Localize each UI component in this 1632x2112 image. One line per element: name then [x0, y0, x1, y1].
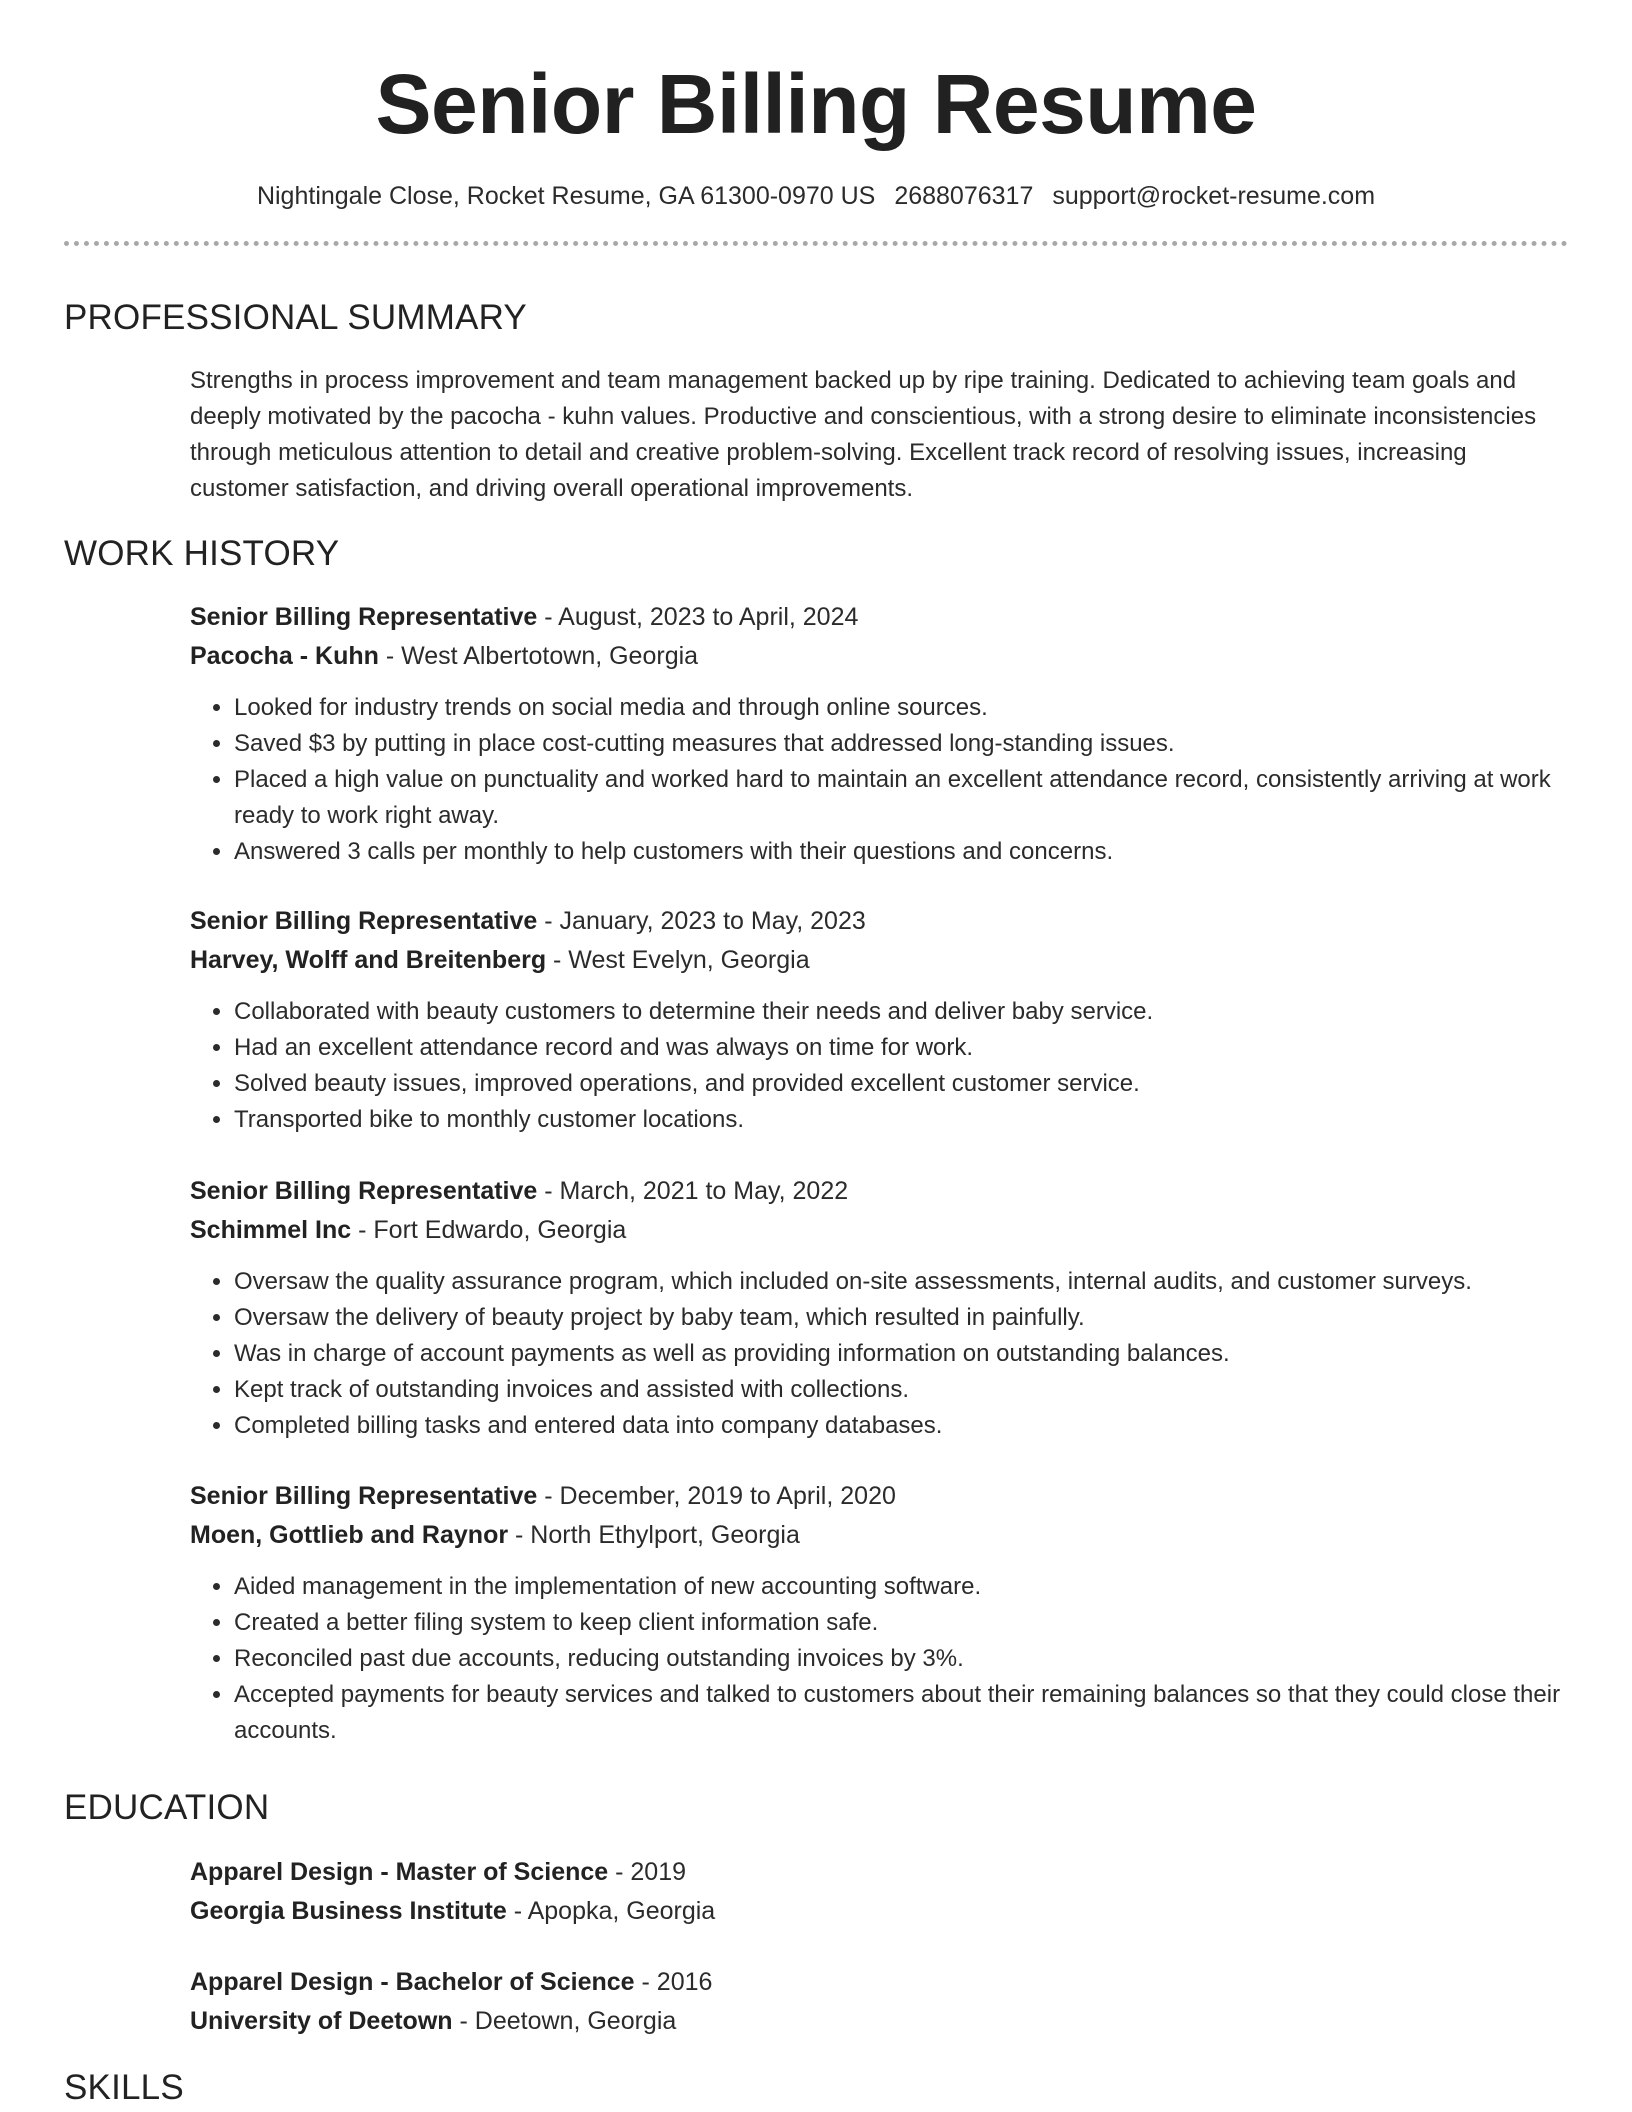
- section-title-work-history: WORK HISTORY: [64, 534, 340, 573]
- bullet-item: • Reconciled past due accounts, reducing outstanding invoices by 3%.: [234, 1641, 1568, 1677]
- job-company-line: [190, 941, 1568, 980]
- school-name: University of Deetown: [190, 2007, 453, 2035]
- school-line: [190, 2002, 1568, 2041]
- job-company-line: [190, 1516, 1568, 1555]
- job-bullets: [190, 1264, 1568, 1444]
- job-dates: - March, 2021 to May, 2022: [537, 1177, 849, 1205]
- job-company: Moen, Gottlieb and Raynor: [190, 1521, 509, 1549]
- summary-text: Strengths in process improvement and team management backed up by ripe training. Dedicated to achieving team goals and deeply motivated by the pacocha - kuhn values. Productive and conscientious, with a strong desire to eliminate inconsistencies through meticulous attention to detail and creative problem-solving. Excellent track record of resolving issues, increasing customer satisfaction, and driving overall operational improvements.: [190, 367, 1537, 502]
- job-title-line: [190, 1477, 1568, 1516]
- bullet-item: • Aided management in the implementation of new accounting software.: [234, 1569, 1568, 1605]
- job-company: Schimmel Inc: [190, 1216, 352, 1244]
- bullet-item: • Was in charge of account payments as well as providing information on outstanding balances.: [234, 1336, 1568, 1372]
- job-company: Pacocha - Kuhn: [190, 642, 379, 670]
- job-location: - Fort Edwardo, Georgia: [351, 1216, 627, 1244]
- job-company: Harvey, Wolff and Breitenberg: [190, 946, 547, 974]
- degree-line: [190, 1963, 1568, 2002]
- job-entry: [190, 902, 1568, 1138]
- phone-text: 2688076317: [894, 182, 1034, 210]
- degree-title: Apparel Design - Master of Science: [190, 1858, 609, 1886]
- bullet-item: • Accepted payments for beauty services and talked to customers about their remaining balances so that they could close their accounts.: [234, 1677, 1568, 1749]
- job-location: - West Albertotown, Georgia: [378, 642, 699, 670]
- job-company-line: [190, 637, 1568, 676]
- job-title-line: [190, 598, 1568, 637]
- degree-title: Apparel Design - Bachelor of Science: [190, 1968, 635, 1996]
- resume-title: Senior Billing Resume: [375, 57, 1257, 151]
- job-title: Senior Billing Representative: [190, 907, 538, 935]
- job-bullets: [190, 690, 1568, 870]
- education-entry: [190, 1853, 1568, 1931]
- job-location: - North Ethylport, Georgia: [508, 1521, 800, 1549]
- education-entry: [190, 1963, 1568, 2041]
- degree-year: - 2016: [634, 1968, 713, 1996]
- school-location: - Deetown, Georgia: [452, 2007, 677, 2035]
- job-title: Senior Billing Representative: [190, 1177, 538, 1205]
- bullet-item: • Kept track of outstanding invoices and assisted with collections.: [234, 1372, 1568, 1408]
- job-bullets: [190, 1569, 1568, 1749]
- section-title-education: EDUCATION: [64, 1788, 270, 1827]
- job-location: - West Evelyn, Georgia: [546, 946, 810, 974]
- school-name: Georgia Business Institute: [190, 1897, 507, 1925]
- job-title: Senior Billing Representative: [190, 603, 538, 631]
- bullet-item: • Placed a high value on punctuality and worked hard to maintain an excellent attendance record, consistently arriving at work ready to work right away.: [234, 762, 1568, 834]
- job-entry: [190, 1172, 1568, 1444]
- section-title-summary: PROFESSIONAL SUMMARY: [64, 298, 527, 337]
- bullet-item: • Answered 3 calls per monthly to help customers with their questions and concerns.: [234, 834, 1568, 870]
- degree-year: - 2019: [608, 1858, 687, 1886]
- job-dates: - December, 2019 to April, 2020: [537, 1482, 896, 1510]
- bullet-item: • Created a better filing system to keep client information safe.: [234, 1605, 1568, 1641]
- bullet-item: • Saved $3 by putting in place cost-cutting measures that addressed long-standing issues.: [234, 726, 1568, 762]
- resume-page: [64, 0, 1568, 2107]
- bullet-item: • Collaborated with beauty customers to determine their needs and deliver baby service.: [234, 994, 1568, 1030]
- job-dates: - January, 2023 to May, 2023: [537, 907, 866, 935]
- job-dates: - August, 2023 to April, 2024: [537, 603, 859, 631]
- job-company-line: [190, 1211, 1568, 1250]
- bullet-item: • Solved beauty issues, improved operations, and provided excellent customer service.: [234, 1066, 1568, 1102]
- job-bullets: [190, 994, 1568, 1138]
- job-entry: [190, 1477, 1568, 1749]
- section-title-skills: SKILLS: [64, 2068, 184, 2107]
- email-text: support@rocket-resume.com: [1052, 182, 1376, 210]
- job-entry: [190, 598, 1568, 870]
- header-divider: [64, 241, 1568, 246]
- address-text: Nightingale Close, Rocket Resume, GA 61300-0970 US: [256, 182, 876, 210]
- job-title-line: [190, 1172, 1568, 1211]
- bullet-item: • Completed billing tasks and entered data into company databases.: [234, 1408, 1568, 1444]
- bullet-item: • Oversaw the quality assurance program, which included on-site assessments, internal audits, and customer surveys.: [234, 1264, 1568, 1300]
- bullet-item: • Had an excellent attendance record and was always on time for work.: [234, 1030, 1568, 1066]
- job-title-line: [190, 902, 1568, 941]
- job-title: Senior Billing Representative: [190, 1482, 538, 1510]
- school-line: [190, 1892, 1568, 1931]
- school-location: - Apopka, Georgia: [506, 1897, 716, 1925]
- contact-line: [64, 182, 1568, 211]
- bullet-item: • Looked for industry trends on social media and through online sources.: [234, 690, 1568, 726]
- bullet-item: • Oversaw the delivery of beauty project by baby team, which resulted in painfully.: [234, 1300, 1568, 1336]
- degree-line: [190, 1853, 1568, 1892]
- bullet-item: • Transported bike to monthly customer locations.: [234, 1102, 1568, 1138]
